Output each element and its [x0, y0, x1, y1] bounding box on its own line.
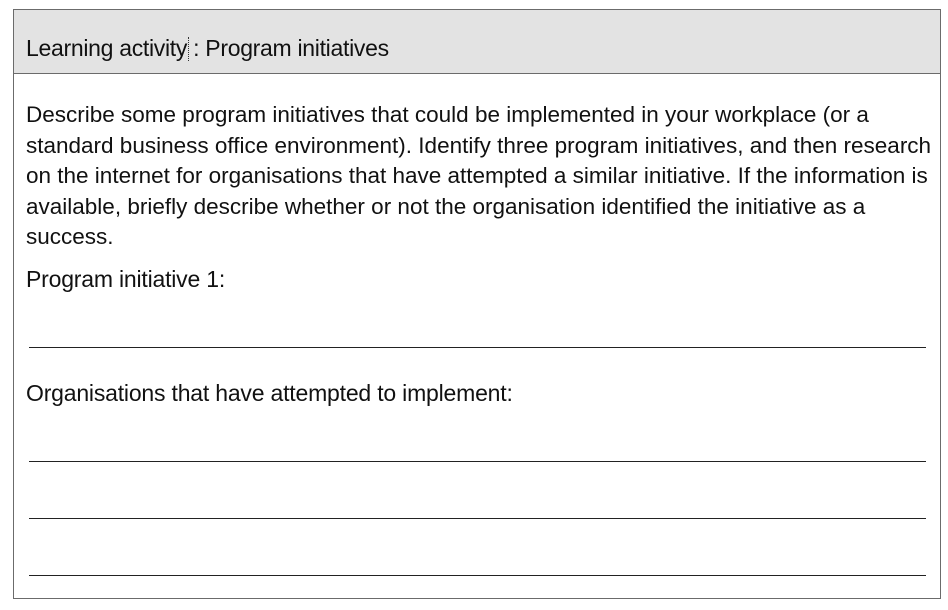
activity-title-name: Program initiatives [205, 35, 389, 61]
program-initiative-1-label: Program initiative 1: [26, 266, 226, 292]
organisations-answer-line-2[interactable] [29, 518, 926, 519]
activity-title-separator: : [193, 35, 200, 61]
program-initiative-1-answer-line[interactable] [29, 347, 926, 348]
activity-header [14, 10, 940, 74]
learning-activity-box [13, 9, 941, 599]
text-cursor [188, 37, 190, 61]
activity-instructions: Describe some program initiatives that could be implemented in your workplace (or a standard business office environment). Identify three program initiatives, and then research on the internet for organisations that have attempted a similar initiative. If the information is available, briefly describe whether or not the organisation identified the initiative as a success. [26, 102, 932, 249]
activity-title [26, 34, 389, 62]
organisations-answer-line-1[interactable] [29, 461, 926, 462]
activity-title-prefix: Learning activity [26, 35, 188, 61]
organisations-label: Organisations that have attempted to implement: [26, 380, 513, 406]
organisations-answer-line-3[interactable] [29, 575, 926, 576]
